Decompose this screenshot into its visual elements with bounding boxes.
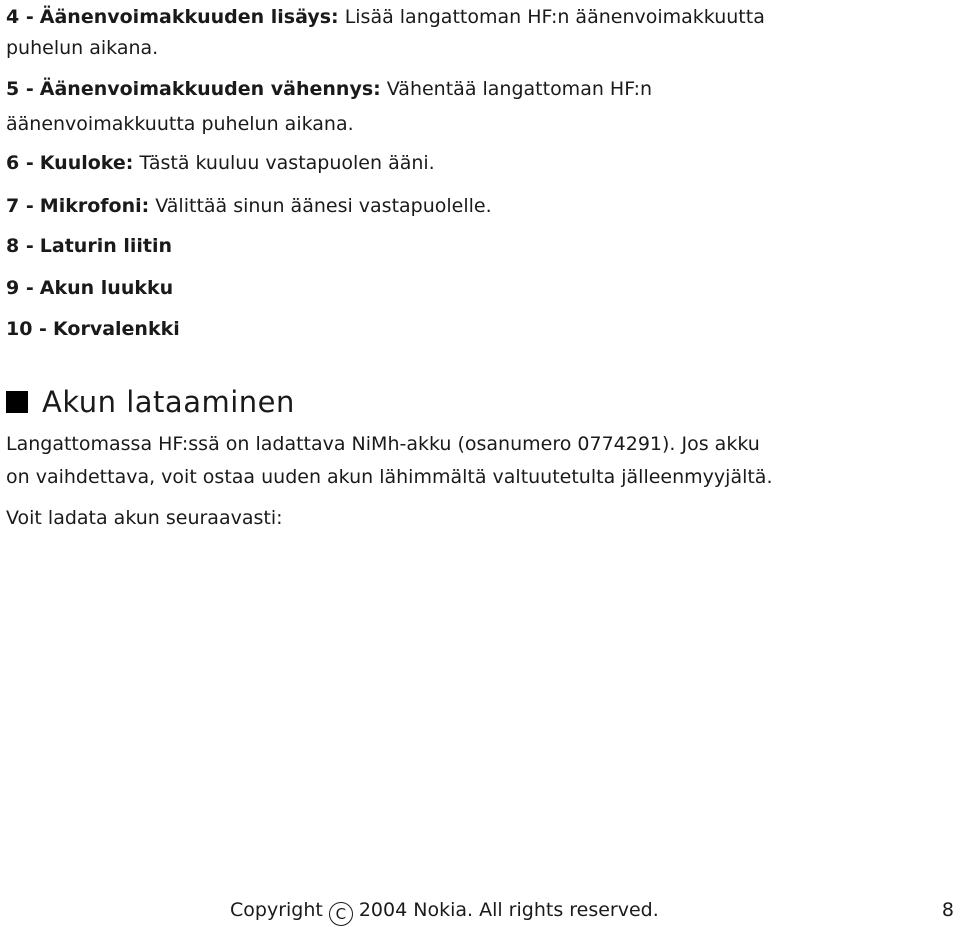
copyright-prefix: Copyright	[230, 899, 323, 921]
paragraph-line: on vaihdettava, voit ostaa uuden akun lähimmältä valtuutetulta jälleenmyyjältä.	[6, 466, 773, 488]
square-bullet-icon	[6, 391, 28, 413]
item-number: 10 -	[6, 318, 47, 340]
list-item	[6, 189, 492, 223]
item-term: Äänenvoimakkuuden vähennys:	[39, 78, 381, 100]
list-item	[6, 72, 652, 106]
item-term: Korvalenkki	[53, 318, 180, 340]
paragraph-line: Langattomassa HF:ssä on ladattava NiMh-akku (osanumero 0774291). Jos akku	[6, 433, 760, 455]
paragraph: Voit ladata akun seuraavasti:	[6, 507, 283, 529]
item-number: 5 -	[6, 78, 34, 100]
item-description: Vähentää langattoman HF:n	[386, 78, 653, 100]
item-term: Mikrofoni:	[39, 195, 150, 217]
list-item	[6, 271, 173, 305]
copyright-suffix: 2004 Nokia. All rights reserved.	[358, 899, 659, 921]
page-footer	[6, 893, 954, 927]
item-number: 4 -	[6, 6, 34, 28]
document-page	[6, 0, 954, 926]
copyright-notice	[230, 893, 659, 927]
item-description: Välittää sinun äänesi vastapuolelle.	[155, 195, 492, 217]
list-item	[6, 312, 180, 346]
item-term: Äänenvoimakkuuden lisäys:	[39, 6, 339, 28]
item-number: 7 -	[6, 195, 34, 217]
item-number: 9 -	[6, 277, 34, 299]
item-number: 8 -	[6, 235, 34, 257]
item-number: 6 -	[6, 152, 34, 174]
page-number: 8	[941, 899, 954, 921]
item-description-continued: äänenvoimakkuutta puhelun aikana.	[6, 113, 354, 135]
item-term: Laturin liitin	[39, 235, 173, 257]
item-description: Tästä kuuluu vastapuolen ääni.	[139, 152, 435, 174]
list-item	[6, 229, 172, 263]
list-item	[6, 146, 435, 180]
section-heading	[6, 380, 295, 424]
list-item	[6, 0, 765, 34]
item-term: Kuuloke:	[39, 152, 134, 174]
item-term: Akun luukku	[39, 277, 174, 299]
item-description-continued: puhelun aikana.	[6, 37, 159, 59]
section-title: Akun lataaminen	[42, 385, 295, 419]
item-description: Lisää langattoman HF:n äänenvoimakkuutta	[344, 6, 765, 28]
copyright-icon: C	[329, 902, 353, 926]
